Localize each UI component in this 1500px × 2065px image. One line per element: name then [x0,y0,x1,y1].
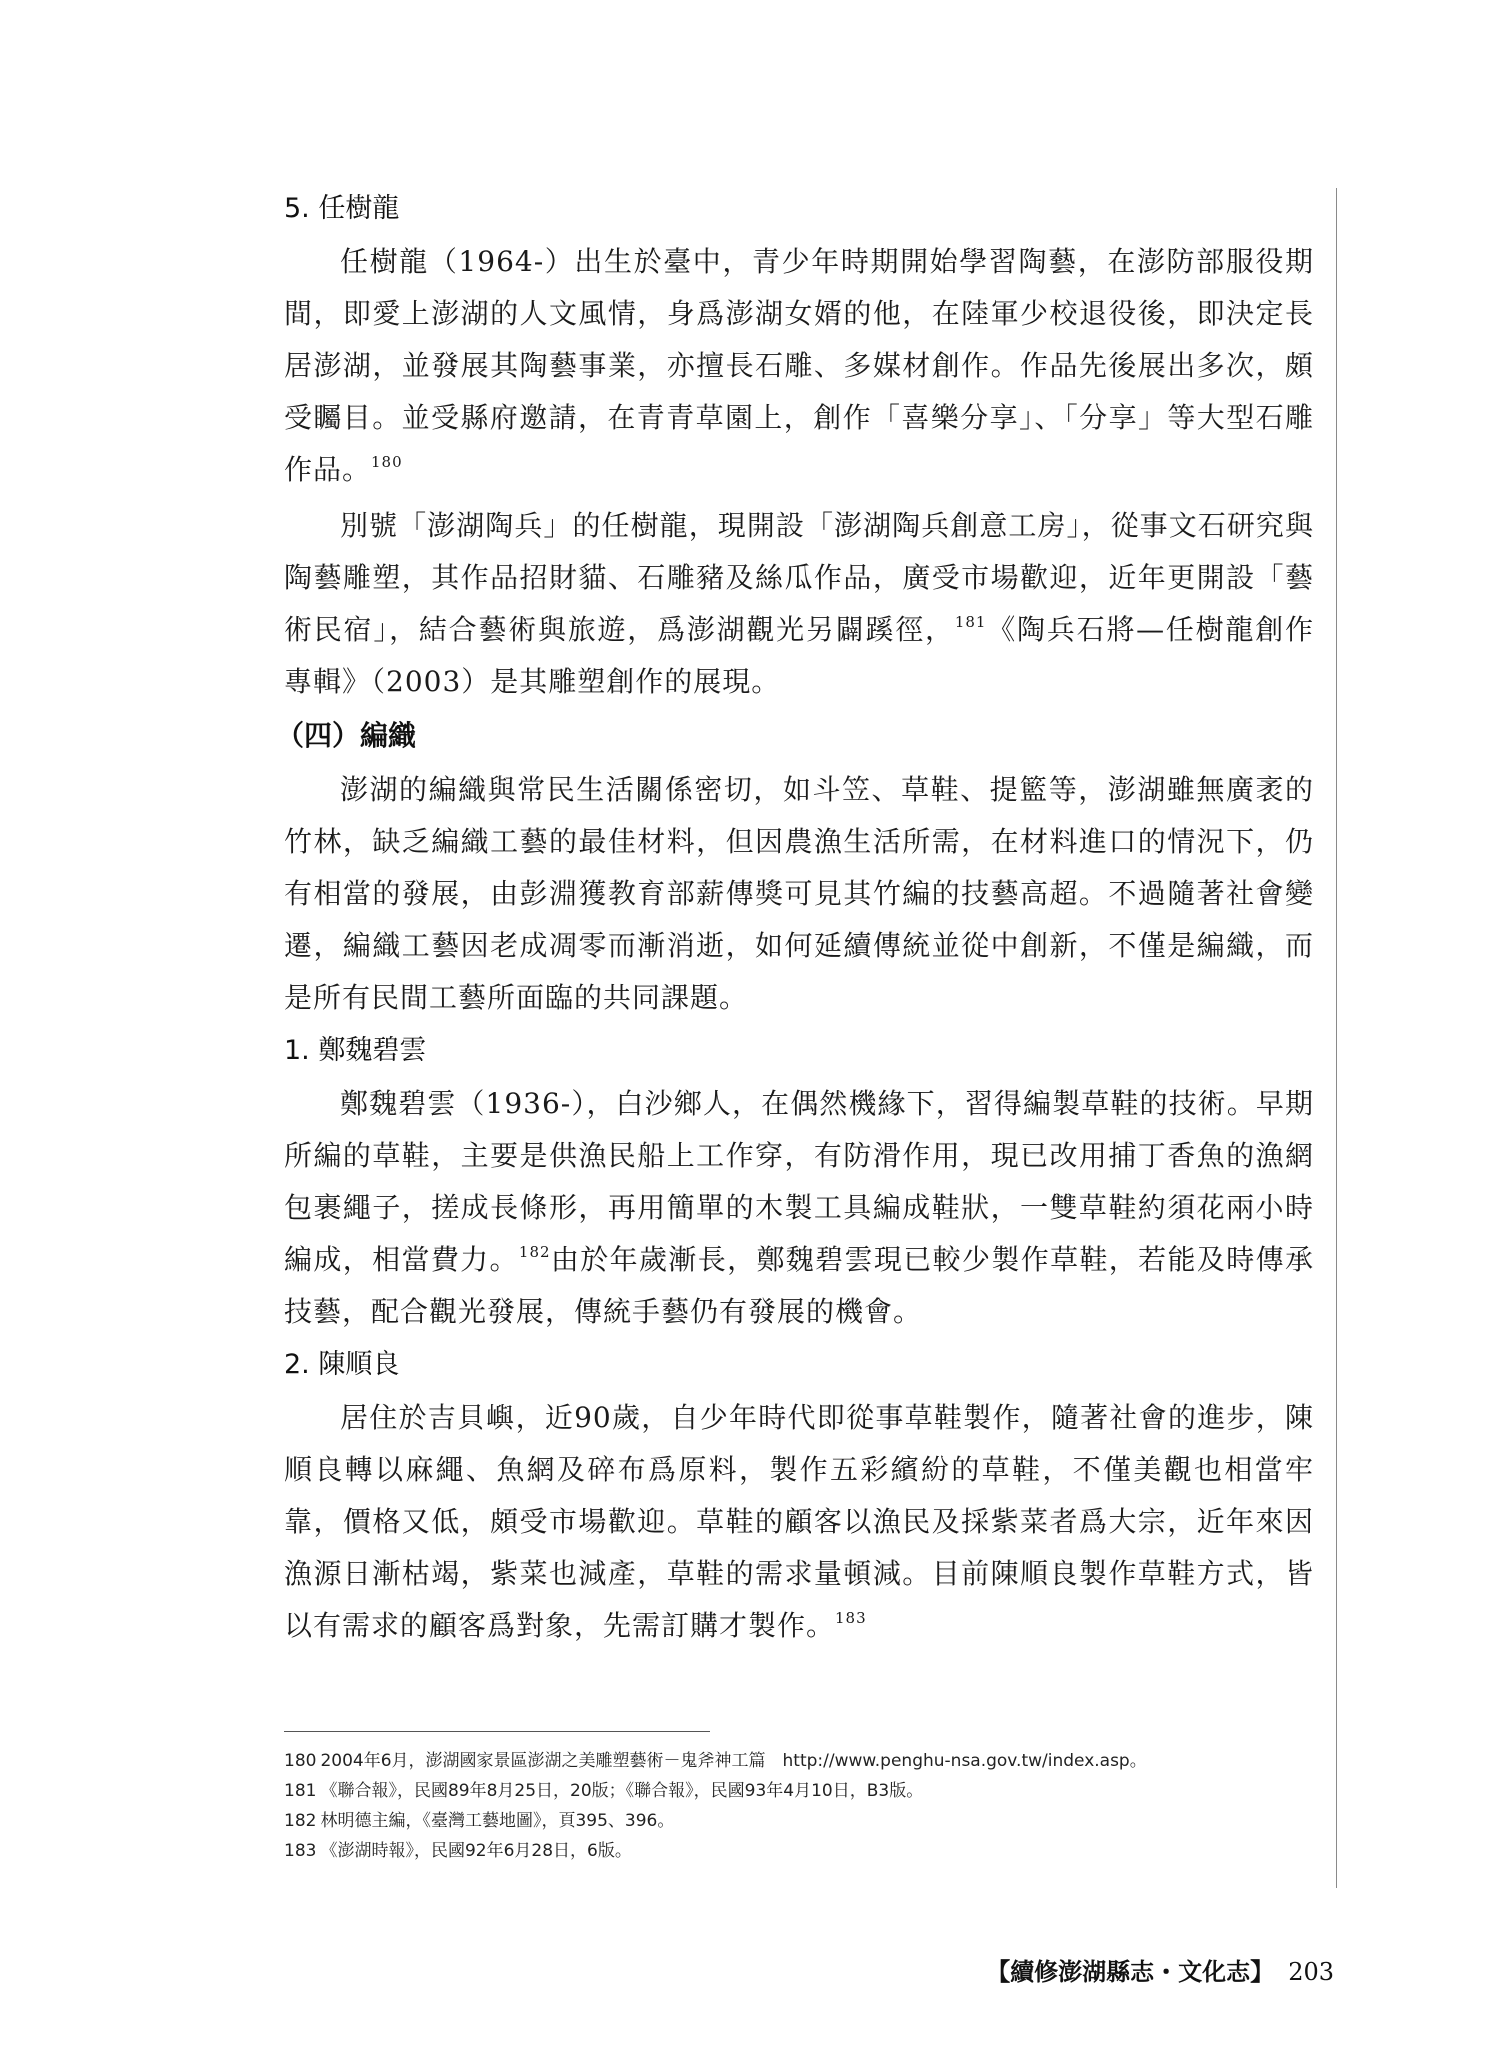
subsection-heading-5: 5. 任樹龍 [284,193,400,224]
footnote-180: 180 2004年6月，澎湖國家景區澎湖之美雕塑藝術－鬼斧神工篇 http://www.penghu-nsa.gov.tw/index.asp。 [284,1751,1147,1771]
paragraph-s5-1: 任樹龍（1964-）出生於臺中，青少年時期開始學習陶藝，在澎防部服役期間，即愛上澎湖的人文風情，身爲澎湖女婿的他，在陸軍少校退役後，即決定長居澎湖，並發展其陶藝事業，亦擅長石雕、多媒材創作。作品先後展出多次，頗受矚目。並受縣府邀請，在青青草園上，創作「喜樂分享」、「分享」等大型石雕作品。$^{180}$ [284,245,1314,486]
main-text [276,186,1314,1656]
footnote-ref-183: 183 [835,1609,867,1627]
footnote-183: 183 《澎湖時報》，民國92年6月28日，6版。 [284,1841,632,1861]
paragraph-s4-1: 澎湖的編織與常民生活關係密切，如斗笠、草鞋、提籃等，澎湖雖無廣袤的竹林，缺乏編織工藝的最佳材料，但因農漁生活所需，在材料進口的情況下，仍有相當的發展，由彭淵獲教育部薪傳獎可見其竹編的技藝高超。不過隨著社會變遷，編織工藝因老成凋零而漸消逝，如何延續傳統並從中創新，不僅是編織，而是所有民間工藝所面臨的共同課題。 [284,773,1314,1014]
footnote-ref-180: 180 [371,453,403,471]
subsection-heading-1: 1. 鄭魏碧雲 [284,1035,427,1066]
footnote-182: 182 林明德主編，《臺灣工藝地圖》，頁395、396。 [284,1811,675,1831]
book-title: 【續修澎湖縣志・文化志】 [986,1957,1275,1986]
footnote-separator [284,1731,710,1732]
subsection-heading-2: 2. 陳順良 [284,1349,400,1380]
paragraph-s1-1: 鄭魏碧雲（1936-），白沙鄉人，在偶然機緣下，習得編製草鞋的技術。早期所編的草鞋，主要是供漁民船上工作穿，有防滑作用，現已改用捕丁香魚的漁網包裹繩子，搓成長條形，再用簡單的木製工具編成鞋狀，一雙草鞋約須花兩小時編成，相當費力。$^{182}$由於年歲漸長，鄭魏碧雲現已較少製作草鞋，若能及時傳承技藝，配合觀光發展，傳統手藝仍有發展的機會。 [284,1087,1314,1328]
section-heading-weaving: （四）編織 [276,719,417,752]
footnote-181: 181 《聯合報》，民國89年8月25日，20版；《聯合報》，民國93年4月10日，B3版。 [284,1781,924,1801]
running-footer [986,1952,1334,1987]
margin-rule [1336,188,1337,1888]
footnotes [284,1746,1324,1866]
page-number: 203 [1288,1958,1334,1986]
paragraph-s5-2: 別號「澎湖陶兵」的任樹龍，現開設「澎湖陶兵創意工房」，從事文石研究與陶藝雕塑，其作品招財貓、石雕豬及絲瓜作品，廣受市場歡迎，近年更開設「藝術民宿」，結合藝術與旅遊，爲澎湖觀光另闢蹊徑，$^{181}$《陶兵石將—任樹龍創作專輯》（2003）是其雕塑創作的展現。 [284,509,1314,698]
footnote-ref-182: 182 [518,1243,551,1261]
paragraph-s2-1: 居住於吉貝嶼，近90歲，自少年時代即從事草鞋製作，隨著社會的進步，陳順良轉以麻繩、魚網及碎布爲原料，製作五彩繽紛的草鞋，不僅美觀也相當牢靠，價格又低，頗受市場歡迎。草鞋的顧客以漁民及採紫菜者爲大宗，近年來因漁源日漸枯竭，紫菜也減產，草鞋的需求量頓減。目前陳順良製作草鞋方式，皆以有需求的顧客爲對象，先需訂購才製作。$^{183}$ [284,1401,1314,1642]
footnote-ref-181: 181 [954,613,987,631]
